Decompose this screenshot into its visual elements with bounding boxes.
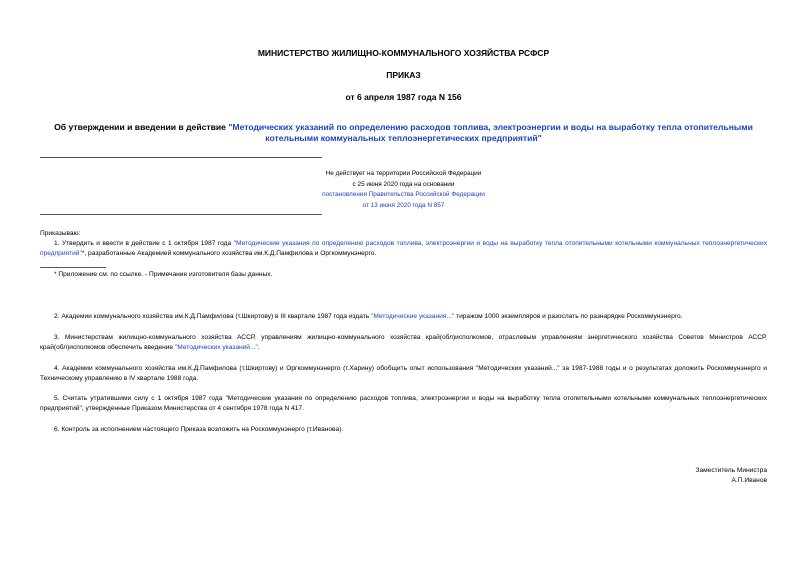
p1-text-b: *, разработанные Академией коммунального хозяйства им.К.Д.Памфилова и Оргкоммунэнерго. bbox=[81, 249, 377, 257]
paragraph-1 bbox=[40, 239, 767, 258]
paragraph-3 bbox=[40, 333, 767, 352]
footnote: * Приложение см. по ссылке. - Примечание изготовителя базы данных. bbox=[54, 271, 273, 278]
p2-text-a: 2. Академии коммунального хозяйства им.К.Д.Памфилова (т.Шкиртову) в III квартале 1987 года издать bbox=[54, 313, 372, 320]
p3-link[interactable]: "Методических указаний..." bbox=[174, 343, 258, 351]
document-type: ПРИКАЗ bbox=[386, 70, 421, 80]
paragraph-4: 4. Академии коммунального хозяйства им.К.Д.Памфилова (т.Шкиртову) и Оргкоммунэнерго (т.Харину) обобщить опыт использования "Методических указаний..." за 1987-1988 годы и о результатах доложить Роскоммунэнерго и Техническому управлению в IV квартале 1988 года. bbox=[40, 365, 767, 382]
p3-text-b: . bbox=[257, 343, 260, 351]
p1-link[interactable]: "Методические указания по определению расходов топлива, электроэнергии и воды на выработку тепла отопительными котельными коммунальных теплоэнергетических предприятий" bbox=[40, 240, 768, 257]
footnote-rule bbox=[40, 267, 106, 268]
paragraph-5: 5. Считать утратившими силу с 1 октября 1987 года "Методические указания по определению расходов топлива, электроэнергии и воды на выработку тепла отопительными котельными коммунальных теплоэнергетических предприятий", утвержденные Приказом Министерства от 4 сентября 1978 года N 417. bbox=[40, 395, 767, 412]
paragraph-2 bbox=[40, 312, 767, 322]
intro-text: Приказываю: bbox=[40, 230, 81, 237]
title-prefix: Об утверждении и введении в действие bbox=[54, 122, 229, 132]
signatory-position: Заместитель Министра bbox=[695, 467, 767, 474]
signature-block bbox=[567, 466, 767, 486]
paragraph-6: 6. Контроль за исполнением настоящего Приказа возложить на Роскоммунэнерго (т.Иванова). bbox=[54, 426, 344, 433]
status-line-2: с 25 июня 2020 года на основании bbox=[352, 180, 455, 188]
status-link-date[interactable]: от 13 июня 2020 года N 857 bbox=[362, 201, 445, 209]
status-line-1: Не действует на территории Российской Федерации bbox=[325, 170, 482, 177]
document-date-number: от 6 апреля 1987 года N 156 bbox=[345, 92, 462, 102]
ministry-heading: МИНИСТЕРСТВО ЖИЛИЩНО-КОММУНАЛЬНОГО ХОЗЯЙСТВА РСФСР bbox=[257, 48, 550, 58]
status-link-decree[interactable]: постановления Правительства Российской Федерации bbox=[322, 191, 485, 198]
document-title bbox=[40, 122, 767, 144]
p3-text-a: 3. Министерствам жилищно-коммунального хозяйства АССР, управлениям жилищно-коммунального хозяйства край(обл)исполкомов, отраслевым управлениям энергетического хозяйства Советов Министров АССР, край(обл)исполкомов обеспечить введение bbox=[40, 334, 767, 351]
status-block bbox=[240, 169, 567, 211]
status-rule-top bbox=[40, 157, 322, 158]
p1-text-a: 1. Утвердить и ввести в действие с 1 октября 1987 года bbox=[54, 240, 234, 247]
signatory-name: А.П.Иванов bbox=[731, 477, 767, 484]
p2-text-b: тиражом 1000 экземпляров и разослать по разнарядке Роскоммунэнерго. bbox=[454, 313, 683, 320]
p2-link[interactable]: "Методические указания..." bbox=[371, 313, 455, 320]
status-rule-bottom bbox=[40, 214, 322, 215]
title-link[interactable]: "Методических указаний по определению расходов топлива, электроэнергии и воды на выработку тепла отопительными котельными коммунальных теплоэнергетических предприятий" bbox=[228, 122, 753, 143]
